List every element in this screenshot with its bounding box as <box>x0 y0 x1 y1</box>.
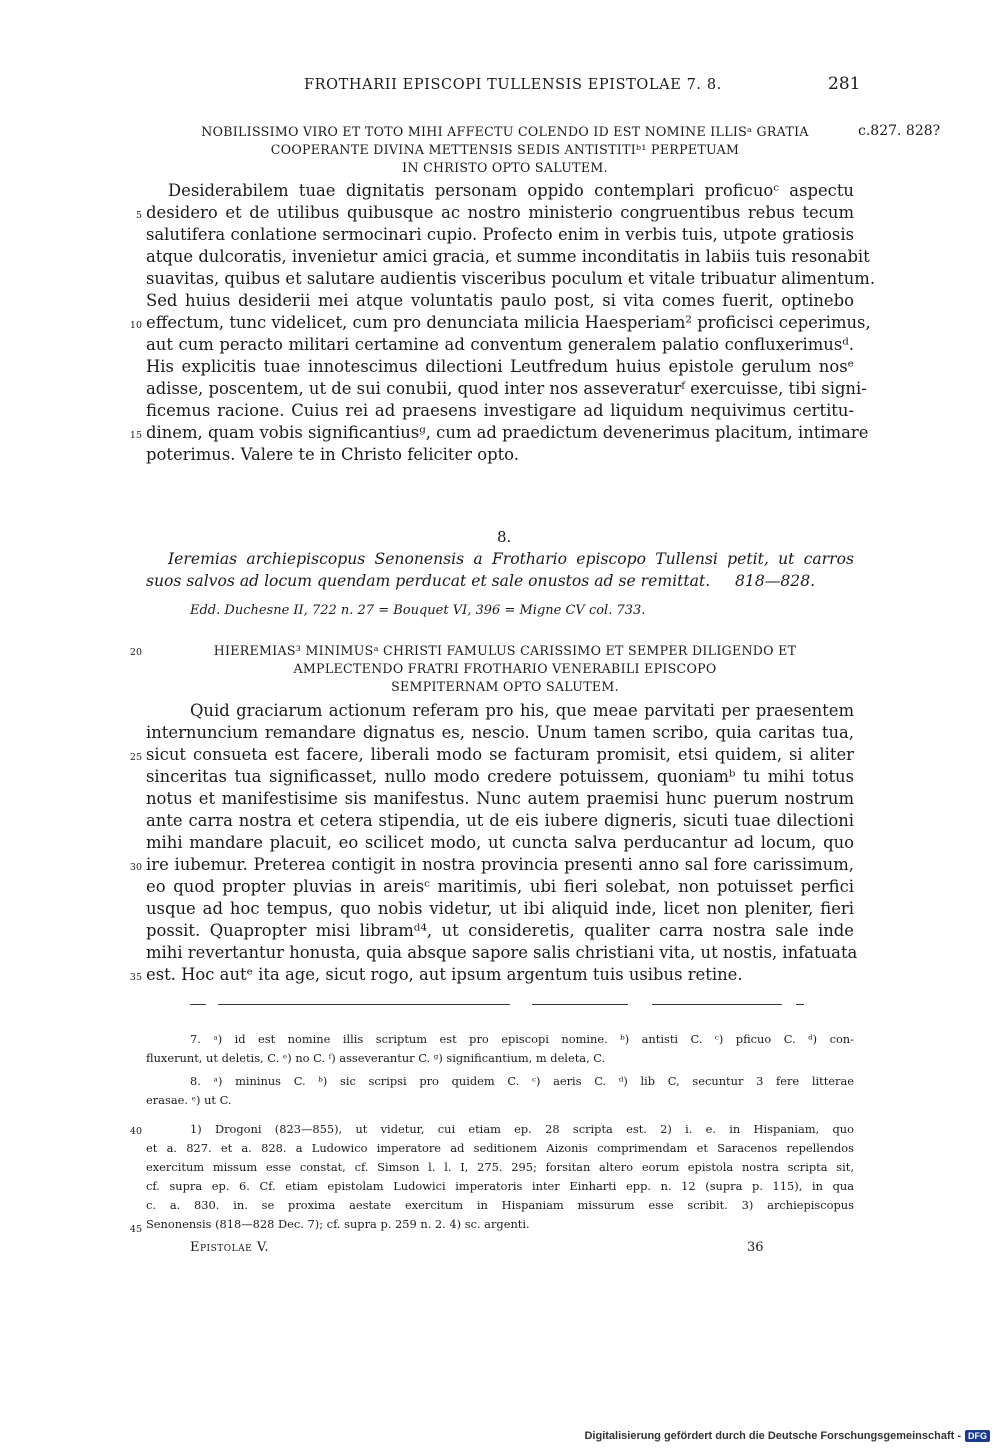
footnote-line: erasae. ᵉ) ut C. <box>146 1093 232 1107</box>
letter7-line: salutifera conlatione sermocinari cupio. Profecto enim in verbis tuis, utpote gratiosis <box>146 225 854 244</box>
letter8-line: mihi mandare placuit, eo scilicet modo, ut cuncta salva perducantur ad locum, quo <box>146 833 854 852</box>
letter7-salutation-line3: IN CHRISTO OPTO SALUTEM. <box>402 160 608 175</box>
line-number: 15 <box>129 430 142 441</box>
line-number: 35 <box>129 972 142 983</box>
signature-number: 36 <box>747 1240 764 1255</box>
line-number: 45 <box>129 1224 142 1235</box>
letter7-salutation-line2: COOPERANTE DIVINA METTENSIS SEDIS ANTISTITIᵇ¹ PERPETUAM <box>270 142 740 157</box>
line-number: 5 <box>135 210 142 221</box>
letter8-line: internuncium remandare dignatus es, nescio. Unum tamen scribo, quia caritas tua, <box>146 723 854 742</box>
letter8-line: eo quod propter pluvias in areisᶜ maritimis, ubi fieri solebat, non potuisset perfici <box>146 877 854 896</box>
letter7-date: c.827. 828? <box>858 123 941 139</box>
footnote-rule <box>532 1004 628 1005</box>
letter7-line: atque dulcoratis, invenietur amici gracia, et summe inconditatis in labiis tuis resonabit <box>146 247 870 266</box>
running-title: FROTHARII EPISCOPI TULLENSIS EPISTOLAE 7. 8. <box>304 77 722 93</box>
letter8-summary-line2: suos salvos ad locum quendam perducat et sale onustos ad se remittat. <box>146 572 711 590</box>
letter8-line: notus et manifestisime sis manifestus. Nunc autem praemisi hunc puerum nostrum <box>146 789 854 808</box>
dfg-logo-icon: DFG <box>965 1430 990 1442</box>
letter8-line: sicut consueta est facere, liberali modo se facturam promisit, etsi quidem, si aliter <box>146 745 854 764</box>
letter7-line: ficemus racione. Cuius rei ad praesens investigare ad liquidum nequivimus certitu- <box>146 401 854 420</box>
footnote-rule <box>652 1004 782 1005</box>
letter7-line: Desiderabilem tuae dignitatis personam oppido contemplari proficuoᶜ aspectu <box>168 181 854 200</box>
letter8-salutation-line3: SEMPITERNAM OPTO SALUTEM. <box>391 679 619 694</box>
letter8-line: ante carra nostra et cetera stipendia, ut de eis iubere digneris, sicuti tuae dilectioni <box>146 811 854 830</box>
line-number: 40 <box>129 1126 142 1137</box>
letter8-line: usque ad hoc tempus, quo nobis videtur, ut ibi aliquid inde, licet non pleniter, fieri <box>146 899 854 918</box>
letter7-line: dinem, quam vobis significantiusᵍ, cum ad praedictum devenerimus placitum, intimare <box>146 423 869 442</box>
letter7-line: poterimus. Valere te in Christo feliciter opto. <box>146 445 519 464</box>
footnote-line: 7. ᵃ) id est nomine illis scriptum est pro episcopi nomine. ᵇ) antisti C. ᶜ) pficuo C. ᵈ) con- <box>190 1032 854 1046</box>
letter8-editions: Edd. Duchesne II, 722 n. 27 = Bouquet VI, 396 = Migne CV col. 733. <box>190 603 646 618</box>
letter8-line: est. Hoc autᵉ ita age, sicut rogo, aut ipsum argentum tuis usibus retine. <box>146 965 743 984</box>
line-number: 10 <box>129 320 142 331</box>
page-number: 281 <box>828 74 861 94</box>
note-line: cf. supra ep. 6. Cf. etiam epistolam Ludowici imperatoris inter Einharti epp. n. 12 (supra p. 115), in qua <box>146 1179 854 1193</box>
letter8-summary-line1: Ieremias archiepiscopus Senonensis a Frothario episcopo Tullensi petit, ut carros <box>168 550 854 568</box>
funding-text: Digitalisierung gefördert durch die Deutsche Forschungsgemeinschaft - <box>584 1430 961 1442</box>
letter8-line: Quid graciarum actionum referam pro his, que meae parvitati per praesentem <box>190 701 854 720</box>
note-line: 1) Drogoni (823—855), ut videtur, cui etiam ep. 28 scripta est. 2) i. e. in Hispaniam, quo <box>190 1122 854 1136</box>
letter7-line: effectum, tunc videlicet, cum pro denunciata milicia Haesperiam² proficisci ceperimus, <box>146 313 871 332</box>
letter7-line: Sed huius desiderii mei atque voluntatis paulo post, si vita comes fuerit, optinebo <box>146 291 854 310</box>
letter8-line: ire iubemur. Preterea contigit in nostra provincia presenti anno sal fore carissimum, <box>146 855 854 874</box>
letter8-salutation-line1: HIEREMIAS³ MINIMUSᵃ CHRISTI FAMULUS CARISSIMO ET SEMPER DILIGENDO ET <box>213 643 797 658</box>
footnote-line: 8. ᵃ) mininus C. ᵇ) sic scripsi pro quidem C. ᶜ) aeris C. ᵈ) lib C, secuntur 3 fere litterae <box>190 1074 854 1088</box>
note-line: Senonensis (818—828 Dec. 7); cf. supra p. 259 n. 2. 4) sc. argenti. <box>146 1217 530 1231</box>
letter8-salutation-line2: AMPLECTENDO FRATRI FROTHARIO VENERABILI EPISCOPO <box>293 661 717 676</box>
letter7-salutation-line1: NOBILISSIMO VIRO ET TOTO MIHI AFFECTU COLENDO ID EST NOMINE ILLISᵃ GRATIA <box>201 124 809 139</box>
line-number: 20 <box>129 647 142 658</box>
letter7-line: suavitas, quibus et salutare audientis visceribus poculum et vitale tribuatur alimentum. <box>146 269 876 288</box>
letter7-line: aut cum peracto militari certamine ad conventum generalem palatio confluxerimusᵈ. <box>146 335 854 354</box>
note-line: et a. 827. et a. 828. a Ludowico imperatore ad seditionem Aizonis comprimendam et Saracenos repellendos <box>146 1141 854 1155</box>
collection-footer: Epistolae V. <box>190 1240 270 1255</box>
letter7-line: desidero et de utilibus quibusque ac nostro ministerio congruentibus rebus tecum <box>146 203 854 222</box>
funding-credit <box>584 1430 990 1442</box>
letter8-line: mihi revertantur honusta, quia absque sapore salis christiani vita, ut nostis, infatuata <box>146 943 858 962</box>
letter8-number: 8. <box>497 528 512 546</box>
footnote-rule <box>218 1004 510 1005</box>
line-number: 25 <box>129 752 142 763</box>
footnote-rule <box>796 1004 804 1005</box>
footnote-line: fluxerunt, ut deletis, C. ᵉ) no C. ᶠ) asseverantur C. ᵍ) significantium, m deleta, C. <box>146 1051 606 1065</box>
note-line: exercitum missum esse constat, cf. Simson l. l. I, 275. 295; forsitan altero eorum epistola nostra scripta sit, <box>146 1160 854 1174</box>
letter8-summary-date: 818—828. <box>735 572 816 590</box>
letter7-line: adisse, poscentem, ut de sui conubii, quod inter nos asseveraturᶠ exercuisse, tibi signi- <box>146 379 867 398</box>
note-line: c. a. 830. in. se proxima aestate exercitum in Hispaniam missurum esse scribit. 3) archiepiscopus <box>146 1198 854 1212</box>
line-number: 30 <box>129 862 142 873</box>
footnote-rule <box>190 1004 206 1005</box>
letter7-line: His explicitis tuae innotescimus dilectioni Leutfredum huius epistole gerulum nosᵉ <box>146 357 854 376</box>
letter8-line: sinceritas tua significasset, nullo modo credere potuissem, quoniamᵇ tu mihi totus <box>146 767 854 786</box>
letter8-line: possit. Quapropter misi libramᵈ⁴, ut consideretis, qualiter carra nostra sale inde <box>146 921 854 940</box>
